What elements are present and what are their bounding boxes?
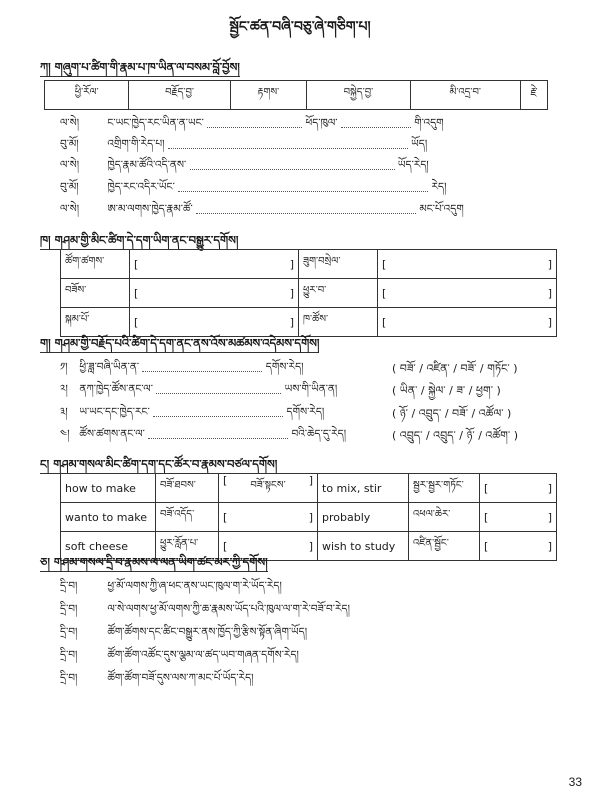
question-item: དྲི་བ། ཚོག་ཚོགས་དང་ཚིང་བསྒྱུར་ནས་ཁྱོད་ཀྱི་རྩིས་སྟོན་ཞིག་ཡོད། xyxy=(60,626,308,638)
header-cell: མི་འདྲ་བ་ xyxy=(410,81,520,110)
section-ca-heading: ཅ། གཤམ་གསལ་དྲི་བ་རྣམས་ལ་ལན་ཡིག་ཚང་མར་ཀྱི་དགོས། xyxy=(40,549,268,582)
answer-field[interactable]: [ ] xyxy=(480,474,557,503)
answer-field[interactable]: [ ] xyxy=(378,250,557,279)
header-cell: བརྗོད་བྱ་ xyxy=(129,81,230,110)
choice-item: ༢། ནཀ་ཁྱེད་ཚོས་ནང་ལ་ ཡས་གི་ཡིན་ན། xyxy=(60,383,338,395)
answer-field[interactable]: [ ] xyxy=(130,250,299,279)
choice-item: ༣། ཡ་ཡང་དང་ཁྱེད་རང་ དགོས་རེད། xyxy=(60,406,325,418)
choice-item: ༤། ཚོས་ཚགས་ནང་ལ་ བའི་ཆེད་དུ་རེད། xyxy=(60,428,347,440)
section-kha-table: ཚོག་ཚགས་ [ ] ཟུག་བསྲེལ་ [ ] བཟོས་ [ ] ཕྱུར་བ་ [ ] སྐམ་པོ་ [ ] ཁ་ཚོས་ [ ] xyxy=(60,249,557,337)
answer-field[interactable]: [ ] xyxy=(480,532,557,561)
question-item: དྲི་བ། ཚོག་ཚོག་འཚོང་དུས་ལྕམ་ལ་ཚད་ཡབ་གཞན་དགོས་རེད། xyxy=(60,649,299,661)
dialogue-row: བུ་མོ། འགྲིག་གི་རེད་པ། ཡོད། xyxy=(60,138,428,150)
header-cell: བསྐྱེད་བྱ་ xyxy=(307,81,411,110)
section-ga-heading: ག། གཤམ་གྱི་བརྗོད་པའི་ཚིག་དེ་དག་ནང་ནས་འོས་མཚམས་འདེམས་དགོས། xyxy=(40,330,319,363)
answer-field[interactable]: [ ] xyxy=(480,503,557,532)
section-ka-heading: ཀ། གཞུག་པ་ཚིག་གི་རྣམ་པ་ཁ་ཡིན་ལ་བསམ་བློ་བྱོས། xyxy=(40,54,240,87)
answer-blank[interactable] xyxy=(341,119,411,128)
answer-blank[interactable] xyxy=(148,430,288,439)
header-cell: རྟགས་ xyxy=(230,81,306,110)
choice-options: ( ཡིན་ / སྐྱེལ་ / ཟ་ / ཕྱག་ ) xyxy=(392,384,501,397)
question-item: དྲི་བ། ཚོག་ཚོག་བཟོ་དུས་ལས་ཀ་མང་པོ་ཡོད་རེད། xyxy=(60,672,254,684)
page-title: སྦྱོང་ཚན་བཞི་བཅུ་ཞེ་གཅིག་པ། xyxy=(229,19,371,35)
answer-blank[interactable] xyxy=(207,119,302,128)
choice-options: ( ཉོ་ / འབྲུད་ / བཟོ་ / འཚོལ་ ) xyxy=(392,407,512,420)
dialogue-row: ལ་སེ། ཁྱེད་རྣམ་ཚོའི་འདི་ནས་ ཡོད་རེད། xyxy=(60,159,429,171)
section-ka-header-table xyxy=(44,80,548,110)
choice-options: ( འབྲུད་ / འབྲུད་ / ཉོ་ / འཚོག་ ) xyxy=(392,429,519,442)
answer-field[interactable]: [ ] xyxy=(130,308,299,337)
dialogue-row: ལ་སེ། ང་ཡང་ཁྱེད་རང་ཡིན་ན་ཡང་ ཕོད་ཁུལ་ གི་འདུག xyxy=(60,117,444,129)
answer-blank[interactable] xyxy=(142,363,262,372)
answer-blank[interactable] xyxy=(156,385,281,394)
section-kha-heading: ཁ། གཤམ་གྱི་མིང་ཚིག་དེ་དག་ཡིག་ནང་བསྒྱུར་དགོས། xyxy=(40,227,238,260)
choice-options: ( བཟོ་ / འཛིན་ / བཟོ་ / གཏོང་ ) xyxy=(392,362,518,375)
answer-field[interactable]: [ ] xyxy=(130,279,299,308)
answer-blank[interactable] xyxy=(190,161,395,170)
answer-field[interactable]: [ ] xyxy=(219,532,318,561)
section-nga-table: how to make བཟོ་ཐབས་ [ བཟོ་སྟངས་ ] to mix, stir སྦྱར་སྦྱར་གཏོང་ [ ] wanto to make བཟོ་འདོད་ [ ] probably འཕལ་ཆེར་ [ ] soft cheese ཕྱུར་རློན་པ་ [ ] wish to study འཛིན་སྦྱོང་ [ ] xyxy=(60,473,557,561)
answer-field[interactable]: [ བཟོ་སྟངས་ ] xyxy=(219,474,318,503)
question-item: དྲི་བ། ཕྱ་མོ་ལགས་ཀྱི་ཞ་ཕང་ནས་ཡང་ཁུལ་ག་རེ་ཡོད་རེད། xyxy=(60,580,282,592)
header-cell: ཕྱི་རོལ་ xyxy=(45,81,129,110)
page-number: 33 xyxy=(568,775,582,789)
answer-blank[interactable] xyxy=(178,183,428,192)
choice-item: ༡། ཕྱི་ཟླ་བཞི་ཡིན་ན་ དགོས་རེད། xyxy=(60,361,304,373)
dialogue-row: ལ་སེ། ཨ་མ་ལགས་ཁྱེད་རྣམ་ཚོ་ མང་པོ་འདུག xyxy=(60,203,464,215)
answer-blank[interactable] xyxy=(196,205,416,214)
answer-field[interactable]: [ ] xyxy=(219,503,318,532)
answer-field[interactable]: [ ] xyxy=(378,308,557,337)
question-item: དྲི་བ། ལ་སེ་ལགས་ཕྱ་མོ་ལགས་ཀྱི་ཆ་རྣམས་ཡོད་པའི་ཁུལ་ལ་ག་རེ་བཟོ་བ་རེད། xyxy=(60,603,350,615)
dialogue-row: བུ་མོ། ཁྱེད་རང་འདིར་ཡོང་ རེད། xyxy=(60,181,447,193)
header-cell: རྗེ་ xyxy=(520,81,547,110)
answer-blank[interactable] xyxy=(168,140,408,149)
answer-blank[interactable] xyxy=(153,408,283,417)
section-nga-heading: ང། གཤམ་གསལ་མིང་ཚིག་དག་དང་ཚོར་བ་རྣམས་བཙལ་དགོས། xyxy=(40,451,277,484)
answer-field[interactable]: [ ] xyxy=(378,279,557,308)
